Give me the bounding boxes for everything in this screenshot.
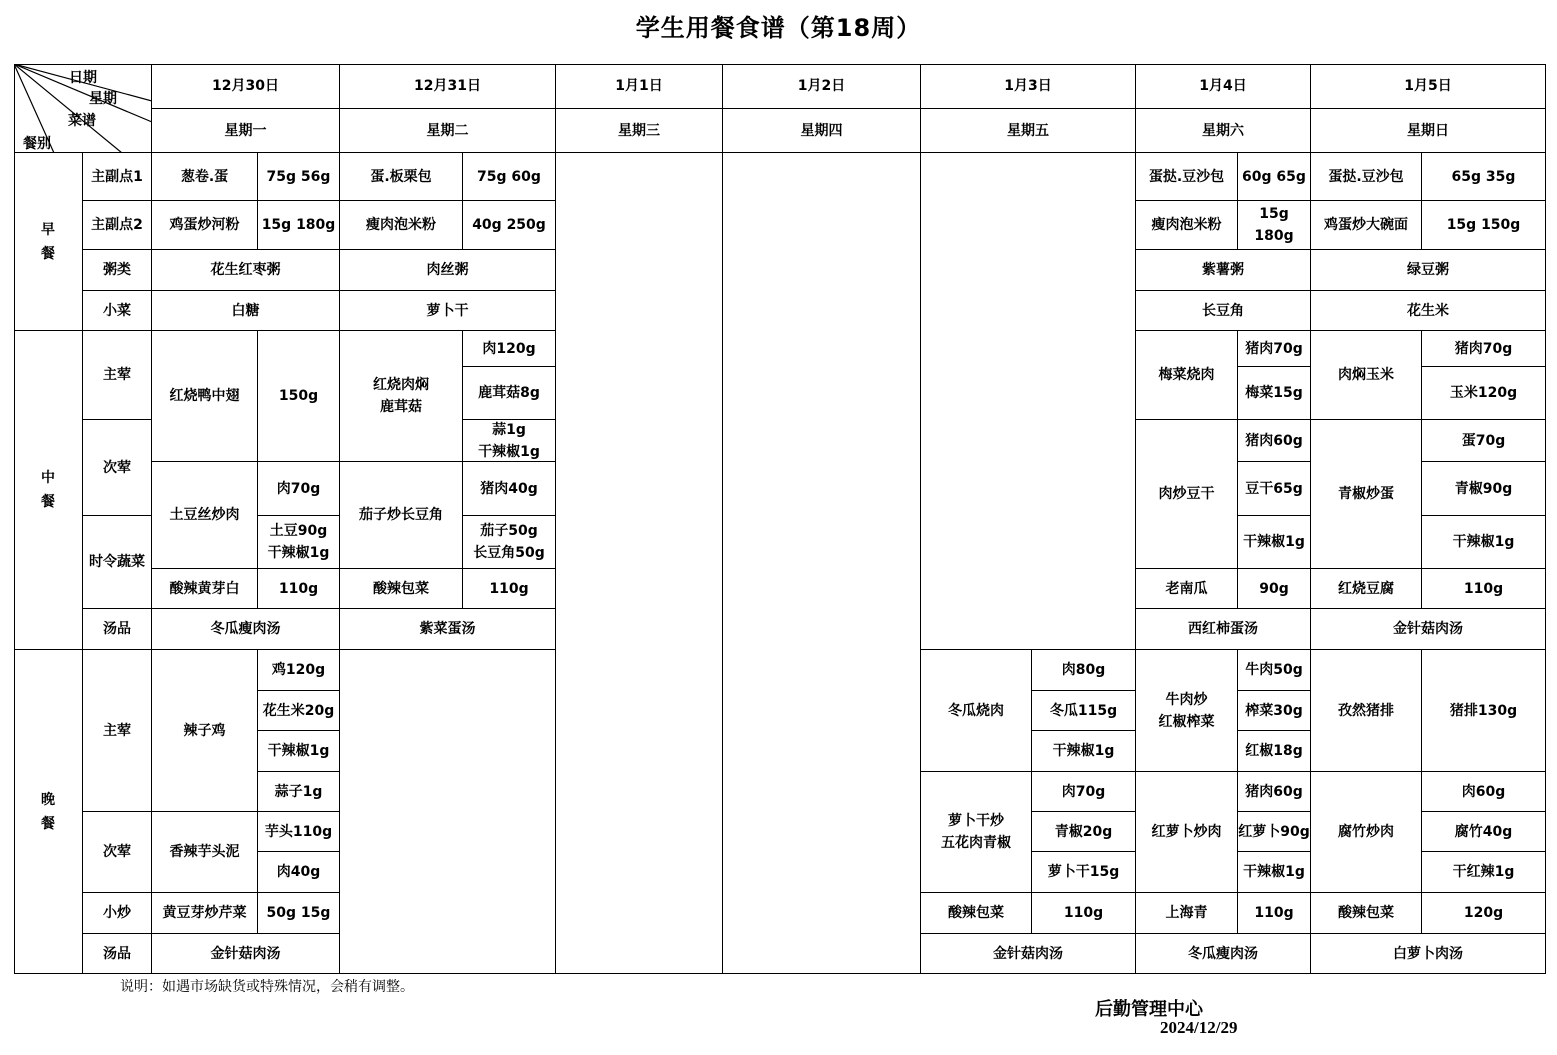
- category-l-veg: 时令蔬菜: [83, 516, 152, 609]
- sun-l-veg-qty: 110g: [1422, 569, 1546, 609]
- fri-d-soup: 金针菇肉汤: [921, 934, 1136, 974]
- tue-dinner-empty: [340, 650, 556, 974]
- sun-l-soup: 金针菇肉汤: [1311, 609, 1546, 650]
- meal-breakfast: 早 餐: [14, 153, 83, 331]
- sat-l-veg: 老南瓜: [1136, 569, 1238, 609]
- sat-d-sub-qty3: 干辣椒1g: [1238, 852, 1311, 893]
- mon-l-veg: 酸辣黄芽白: [152, 569, 258, 609]
- fri-d-stir-qty: 110g: [1032, 893, 1136, 934]
- mon-l-sub-qty1: 肉70g: [258, 462, 340, 516]
- footer-org: 后勤管理中心: [1095, 999, 1203, 1020]
- date-sat: 1月4日: [1136, 64, 1311, 109]
- sun-d-main: 孜然猪排: [1311, 650, 1422, 772]
- mon-d-sub: 香辣芋头泥: [152, 812, 258, 893]
- sat-l-sub-qty1: 猪肉60g: [1238, 420, 1311, 462]
- sat-l-main-qty1: 猪肉70g: [1238, 331, 1311, 367]
- sun-d-stir: 酸辣包菜: [1311, 893, 1422, 934]
- sun-b-main1: 蛋挞.豆沙包: [1311, 153, 1422, 201]
- sun-b-porridge: 绿豆粥: [1311, 250, 1546, 291]
- mon-b-main2: 鸡蛋炒河粉: [152, 201, 258, 250]
- sun-d-sub-qty2: 腐竹40g: [1422, 812, 1546, 852]
- mon-d-stir-qty: 50g 15g: [258, 893, 340, 934]
- category-d-soup: 汤品: [83, 934, 152, 974]
- sat-d-soup: 冬瓜瘦肉汤: [1136, 934, 1311, 974]
- sat-l-soup: 西红柿蛋汤: [1136, 609, 1311, 650]
- weekday-fri: 星期五: [921, 109, 1136, 153]
- corner-label-meal: 餐别: [23, 136, 51, 152]
- fri-d-sub-qty2: 青椒20g: [1032, 812, 1136, 852]
- mon-d-stir: 黄豆芽炒芹菜: [152, 893, 258, 934]
- sat-l-main-qty2: 梅菜15g: [1238, 367, 1311, 420]
- mon-d-soup: 金针菇肉汤: [152, 934, 340, 974]
- sun-d-sub-qty1: 肉60g: [1422, 772, 1546, 812]
- sun-b-side: 花生米: [1311, 291, 1546, 331]
- tue-l-sub-qty1: 猪肉40g: [463, 462, 556, 516]
- mon-d-sub-qty1: 芋头110g: [258, 812, 340, 852]
- mon-b-side: 白糖: [152, 291, 340, 331]
- category-d-main: 主荤: [83, 650, 152, 812]
- weekday-thu: 星期四: [723, 109, 921, 153]
- tue-l-sub: 茄子炒长豆角: [340, 462, 463, 569]
- sun-d-soup: 白萝卜肉汤: [1311, 934, 1546, 974]
- sat-d-stir: 上海青: [1136, 893, 1238, 934]
- sat-l-sub-qty2: 豆干65g: [1238, 462, 1311, 516]
- tue-l-veg-qty: 110g: [463, 569, 556, 609]
- mon-d-main: 辣子鸡: [152, 650, 258, 812]
- category-l-sub: 次荤: [83, 420, 152, 516]
- tue-l-main-qty2: 鹿茸菇8g: [463, 367, 556, 420]
- category-b-main1: 主副点1: [83, 153, 152, 201]
- sat-d-sub-qty1: 猪肉60g: [1238, 772, 1311, 812]
- sun-b-main2-qty: 15g 150g: [1422, 201, 1546, 250]
- sun-l-sub-qty2: 青椒90g: [1422, 462, 1546, 516]
- tue-b-porridge: 肉丝粥: [340, 250, 556, 291]
- fri-d-sub-qty3: 萝卜干15g: [1032, 852, 1136, 893]
- sun-b-main2: 鸡蛋炒大碗面: [1311, 201, 1422, 250]
- sat-b-main1-qty: 60g 65g: [1238, 153, 1311, 201]
- sun-d-stir-qty: 120g: [1422, 893, 1546, 934]
- date-thu: 1月2日: [723, 64, 921, 109]
- fri-d-stir: 酸辣包菜: [921, 893, 1032, 934]
- tue-l-main-qty3: 蒜1g 干辣椒1g: [463, 420, 556, 462]
- sat-b-main1: 蛋挞.豆沙包: [1136, 153, 1238, 201]
- sat-l-sub-qty3: 干辣椒1g: [1238, 516, 1311, 569]
- fri-d-sub: 萝卜干炒 五花肉青椒: [921, 772, 1032, 893]
- sat-b-main2-qty: 15g 180g: [1238, 201, 1311, 250]
- sun-d-sub-qty3: 干红辣1g: [1422, 852, 1546, 893]
- footer-date: 2024/12/29: [1160, 1018, 1238, 1037]
- page-title: 学生用餐食谱（第18周）: [635, 14, 922, 42]
- mon-l-veg-qty: 110g: [258, 569, 340, 609]
- category-b-porridge: 粥类: [83, 250, 152, 291]
- sat-b-porridge: 紫薯粥: [1136, 250, 1311, 291]
- corner-header: [14, 64, 152, 153]
- mon-d-main-qty3: 干辣椒1g: [258, 731, 340, 772]
- tue-b-main1: 蛋.板栗包: [340, 153, 463, 201]
- category-d-sub: 次荤: [83, 812, 152, 893]
- thu-empty: [723, 153, 921, 974]
- sun-l-sub: 青椒炒蛋: [1311, 420, 1422, 569]
- sat-d-stir-qty: 110g: [1238, 893, 1311, 934]
- weekday-sat: 星期六: [1136, 109, 1311, 153]
- category-b-main2: 主副点2: [83, 201, 152, 250]
- sun-l-main-qty2: 玉米120g: [1422, 367, 1546, 420]
- sun-l-veg: 红烧豆腐: [1311, 569, 1422, 609]
- weekday-sun: 星期日: [1311, 109, 1546, 153]
- mon-l-main: 红烧鸭中翅: [152, 331, 258, 462]
- sat-l-veg-qty: 90g: [1238, 569, 1311, 609]
- category-d-stir: 小炒: [83, 893, 152, 934]
- fri-d-main-qty1: 肉80g: [1032, 650, 1136, 691]
- fri-d-main: 冬瓜烧肉: [921, 650, 1032, 772]
- fri-b-l-empty: [921, 153, 1136, 650]
- date-mon: 12月30日: [152, 64, 340, 109]
- tue-b-main1-qty: 75g 60g: [463, 153, 556, 201]
- mon-b-main1: 葱卷.蛋: [152, 153, 258, 201]
- sat-l-sub: 肉炒豆干: [1136, 420, 1238, 569]
- sun-d-main-qty: 猪排130g: [1422, 650, 1546, 772]
- tue-b-main2: 瘦肉泡米粉: [340, 201, 463, 250]
- tue-l-veg: 酸辣包菜: [340, 569, 463, 609]
- date-sun: 1月5日: [1311, 64, 1546, 109]
- sun-l-sub-qty3: 干辣椒1g: [1422, 516, 1546, 569]
- date-tue: 12月31日: [340, 64, 556, 109]
- fri-d-main-qty3: 干辣椒1g: [1032, 731, 1136, 772]
- mon-d-main-qty4: 蒜子1g: [258, 772, 340, 812]
- corner-label-weekday: 星期: [89, 91, 117, 107]
- fri-d-sub-qty1: 肉70g: [1032, 772, 1136, 812]
- sun-b-main1-qty: 65g 35g: [1422, 153, 1546, 201]
- tue-l-soup: 紫菜蛋汤: [340, 609, 556, 650]
- tue-l-main: 红烧肉焖 鹿茸菇: [340, 331, 463, 462]
- mon-l-sub: 土豆丝炒肉: [152, 462, 258, 569]
- sat-d-main-qty2: 榨菜30g: [1238, 691, 1311, 731]
- sun-l-sub-qty1: 蛋70g: [1422, 420, 1546, 462]
- wed-empty: [556, 153, 723, 974]
- category-l-main: 主荤: [83, 331, 152, 420]
- tue-l-sub-qty2: 茄子50g 长豆角50g: [463, 516, 556, 569]
- sat-l-main: 梅菜烧肉: [1136, 331, 1238, 420]
- sat-b-main2: 瘦肉泡米粉: [1136, 201, 1238, 250]
- mon-b-main1-qty: 75g 56g: [258, 153, 340, 201]
- sat-d-main-qty1: 牛肉50g: [1238, 650, 1311, 691]
- sat-d-sub-qty2: 红萝卜90g: [1238, 812, 1311, 852]
- category-l-soup: 汤品: [83, 609, 152, 650]
- mon-d-main-qty1: 鸡120g: [258, 650, 340, 691]
- weekday-tue: 星期二: [340, 109, 556, 153]
- mon-d-main-qty2: 花生米20g: [258, 691, 340, 731]
- sat-d-sub: 红萝卜炒肉: [1136, 772, 1238, 893]
- category-b-side: 小菜: [83, 291, 152, 331]
- sun-d-sub: 腐竹炒肉: [1311, 772, 1422, 893]
- meal-lunch: 中 餐: [14, 331, 83, 650]
- corner-label-date: 日期: [69, 70, 97, 86]
- mon-l-soup: 冬瓜瘦肉汤: [152, 609, 340, 650]
- tue-l-main-qty1: 肉120g: [463, 331, 556, 367]
- mon-d-sub-qty2: 肉40g: [258, 852, 340, 893]
- mon-b-main2-qty: 15g 180g: [258, 201, 340, 250]
- sat-b-side: 长豆角: [1136, 291, 1311, 331]
- fri-d-main-qty2: 冬瓜115g: [1032, 691, 1136, 731]
- tue-b-side: 萝卜干: [340, 291, 556, 331]
- sat-d-main-qty3: 红椒18g: [1238, 731, 1311, 772]
- meal-dinner: 晚 餐: [14, 650, 83, 974]
- mon-l-sub-qty2: 土豆90g 干辣椒1g: [258, 516, 340, 569]
- weekday-mon: 星期一: [152, 109, 340, 153]
- date-wed: 1月1日: [556, 64, 723, 109]
- corner-label-menu: 菜谱: [68, 113, 96, 129]
- sat-d-main: 牛肉炒 红椒榨菜: [1136, 650, 1238, 772]
- weekday-wed: 星期三: [556, 109, 723, 153]
- mon-b-porridge: 花生红枣粥: [152, 250, 340, 291]
- note-text: 说明：如遇市场缺货或特殊情况，会稍有调整。: [120, 979, 414, 995]
- tue-b-main2-qty: 40g 250g: [463, 201, 556, 250]
- date-fri: 1月3日: [921, 64, 1136, 109]
- mon-l-main-qty: 150g: [258, 331, 340, 462]
- sun-l-main: 肉焖玉米: [1311, 331, 1422, 420]
- sun-l-main-qty1: 猪肉70g: [1422, 331, 1546, 367]
